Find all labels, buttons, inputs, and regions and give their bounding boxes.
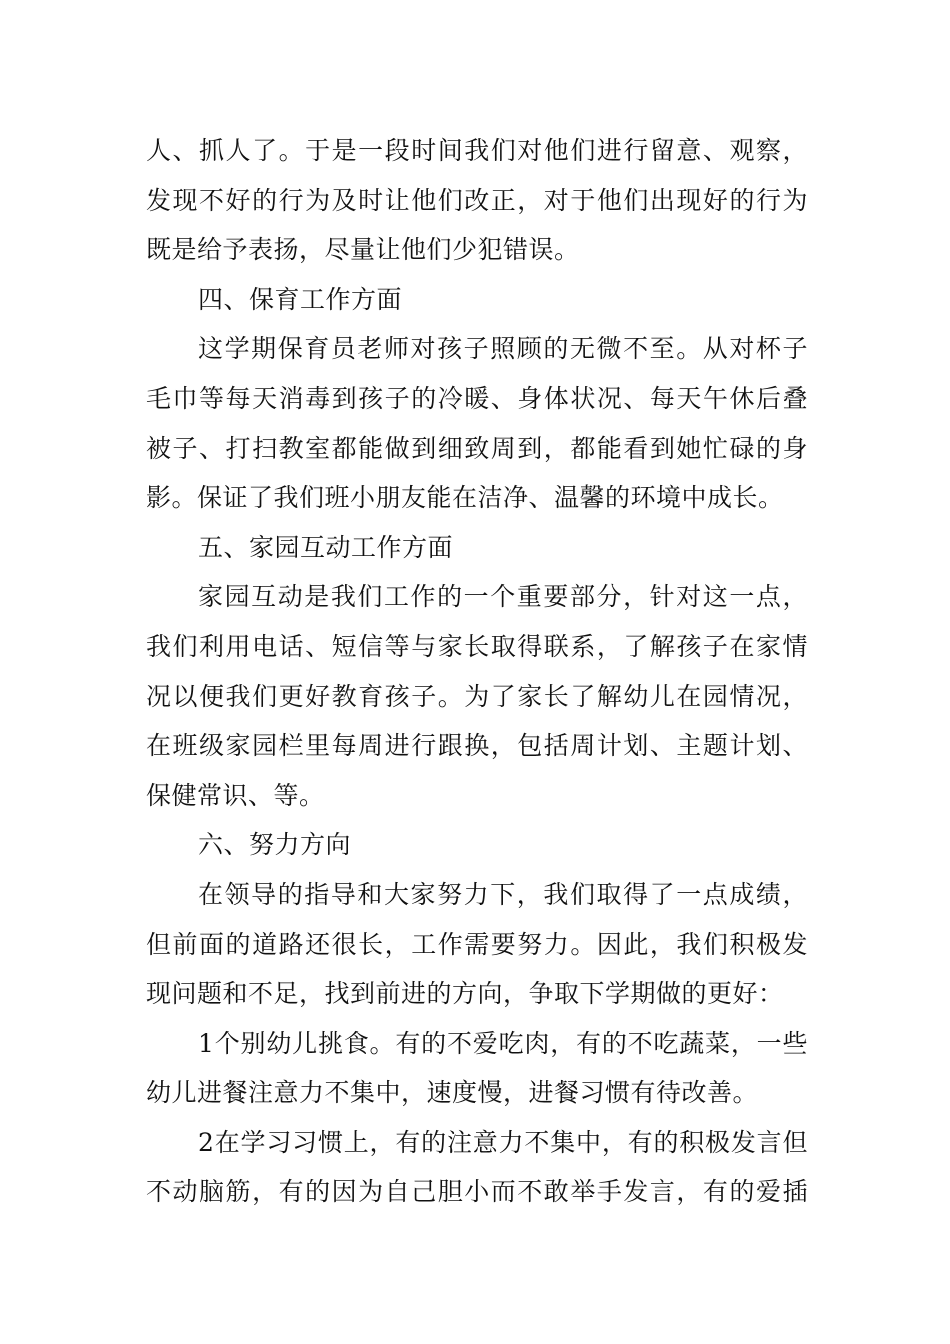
text-line: 家园互动是我们工作的一个重要部分，针对这一点， <box>198 582 808 612</box>
text-line: 既是给予表扬，尽量让他们少犯错误。 <box>146 235 580 265</box>
text-line: 发现不好的行为及时让他们改正，对于他们出现好的行为 <box>146 185 808 215</box>
text-line: 六、努力方向 <box>198 830 352 860</box>
text-line: 保健常识、等。 <box>146 780 325 810</box>
text-line: 毛巾等每天消毒到孩子的冷暖、身体状况、每天午休后叠 <box>146 383 808 413</box>
text-line: 影。保证了我们班小朋友能在洁净、温馨的环境中成长。 <box>146 483 784 513</box>
text-line: 被子、打扫教室都能做到细致周到，都能看到她忙碌的身 <box>146 433 808 463</box>
document-body <box>146 126 808 1217</box>
text-line: 在班级家园栏里每周进行跟换，包括周计划、主题计划、 <box>146 731 808 761</box>
text-line: 幼儿进餐注意力不集中，速度慢，进餐习惯有待改善。 <box>146 1078 759 1108</box>
text-line: 这学期保育员老师对孩子照顾的无微不至。从对杯子 <box>198 334 808 364</box>
text-line: 四、保育工作方面 <box>198 284 403 314</box>
text-line: 我们利用电话、短信等与家长取得联系，了解孩子在家情 <box>146 631 808 661</box>
text-line: 五、家园互动工作方面 <box>198 532 454 562</box>
text-line: 但前面的道路还很长，工作需要努力。因此，我们积极发 <box>146 929 808 959</box>
text-line: 现问题和不足，找到前进的方向，争取下学期做的更好： <box>146 979 784 1009</box>
text-line: 况以便我们更好教育孩子。为了家长了解幼儿在园情况， <box>146 681 808 711</box>
text-line: 1个别幼儿挑食。有的不爱吃肉，有的不吃蔬菜，一些 <box>198 1028 808 1058</box>
text-line: 不动脑筋，有的因为自己胆小而不敢举手发言，有的爱插 <box>146 1177 808 1207</box>
text-line: 人、抓人了。于是一段时间我们对他们进行留意、观察， <box>146 136 808 165</box>
text-line: 在领导的指导和大家努力下，我们取得了一点成绩， <box>198 879 808 909</box>
text-line: 2在学习习惯上，有的注意力不集中，有的积极发言但 <box>198 1127 808 1157</box>
